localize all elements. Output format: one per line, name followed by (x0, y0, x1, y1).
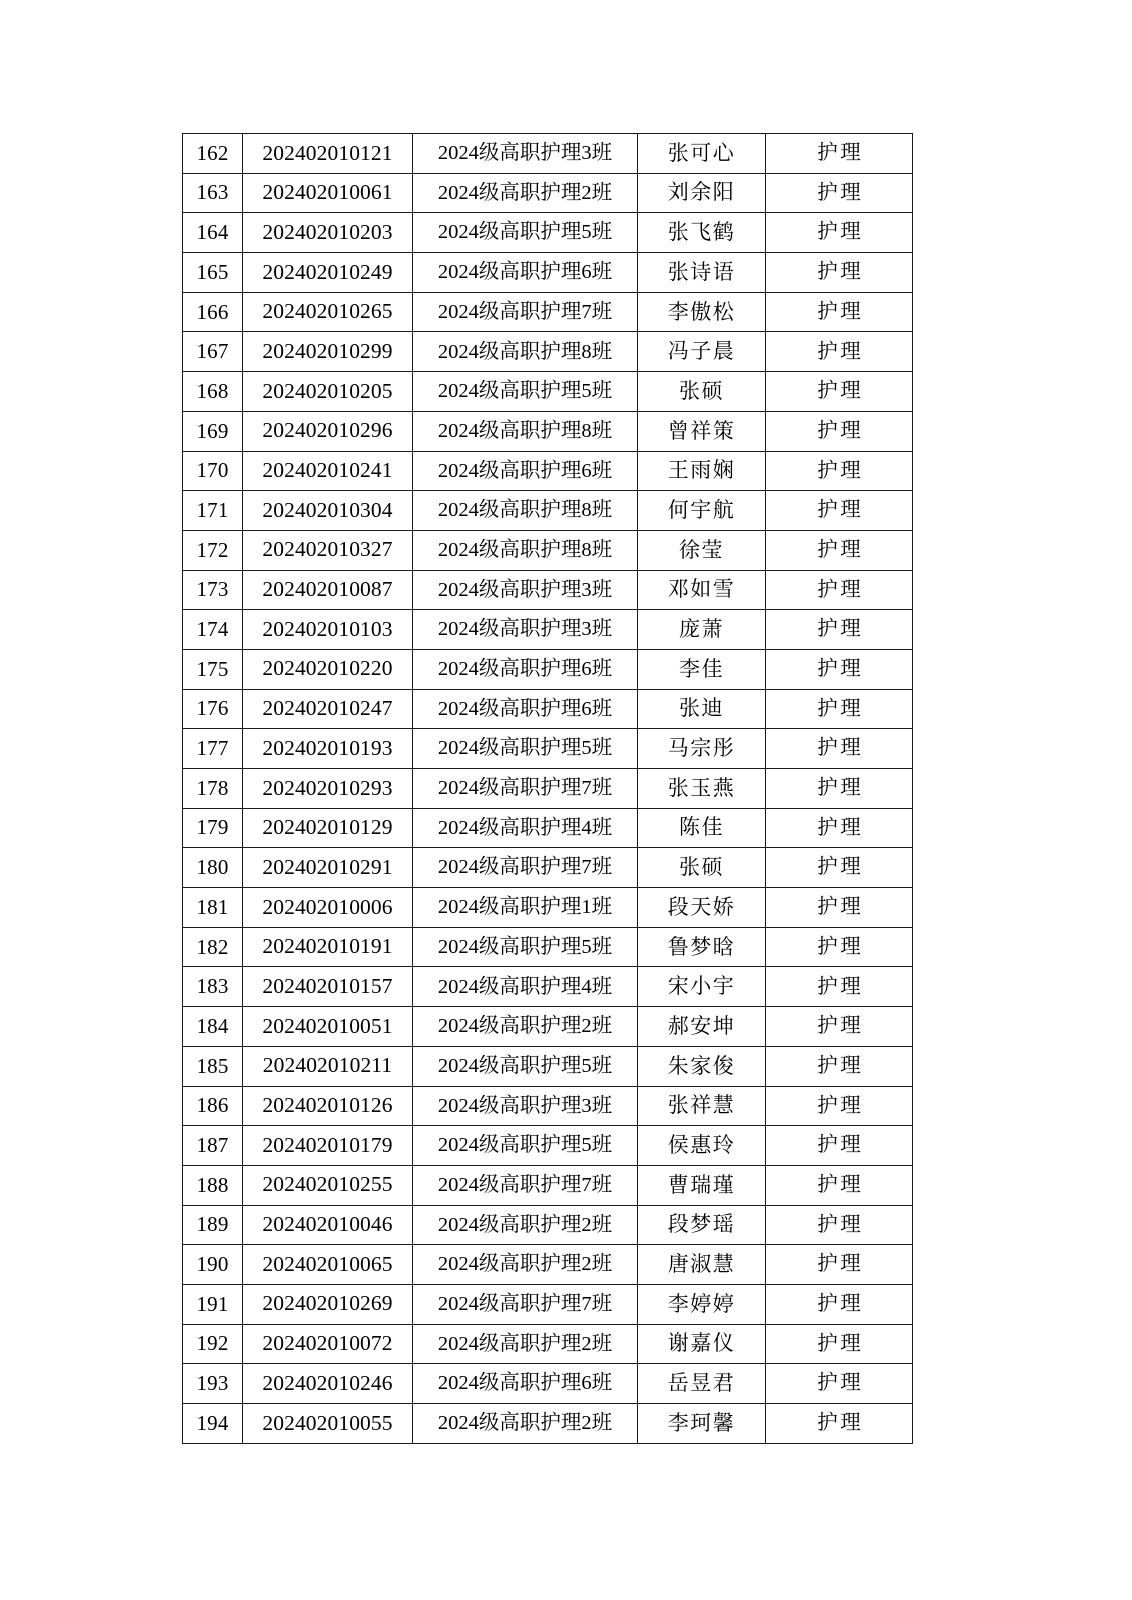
cell-student-id: 202402010269 (243, 1284, 413, 1324)
cell-major: 护理 (766, 927, 913, 967)
cell-major: 护理 (766, 1324, 913, 1364)
table-row (183, 649, 913, 689)
cell-student-id: 202402010061 (243, 173, 413, 213)
cell-major: 护理 (766, 848, 913, 888)
cell-student-name: 段梦瑶 (638, 1205, 766, 1245)
cell-major: 护理 (766, 1046, 913, 1086)
cell-student-name: 刘余阳 (638, 173, 766, 213)
cell-sequence-number: 175 (183, 649, 243, 689)
cell-class-name: 2024级高职护理8班 (413, 332, 638, 372)
table-row (183, 610, 913, 650)
cell-major: 护理 (766, 1165, 913, 1205)
cell-student-name: 王雨娴 (638, 451, 766, 491)
table-row (183, 253, 913, 293)
cell-class-name: 2024级高职护理6班 (413, 649, 638, 689)
roster-table-body (183, 134, 913, 1444)
cell-student-name: 曹瑞瑾 (638, 1165, 766, 1205)
cell-class-name: 2024级高职护理5班 (413, 927, 638, 967)
cell-student-name: 李佳 (638, 649, 766, 689)
cell-sequence-number: 171 (183, 491, 243, 531)
cell-sequence-number: 170 (183, 451, 243, 491)
cell-student-id: 202402010072 (243, 1324, 413, 1364)
cell-class-name: 2024级高职护理3班 (413, 570, 638, 610)
cell-major: 护理 (766, 649, 913, 689)
cell-sequence-number: 174 (183, 610, 243, 650)
cell-student-name: 张迪 (638, 689, 766, 729)
table-row (183, 1364, 913, 1404)
cell-student-id: 202402010293 (243, 769, 413, 809)
cell-student-id: 202402010103 (243, 610, 413, 650)
cell-student-name: 唐淑慧 (638, 1245, 766, 1285)
cell-major: 护理 (766, 332, 913, 372)
cell-major: 护理 (766, 253, 913, 293)
cell-student-id: 202402010126 (243, 1086, 413, 1126)
cell-student-id: 202402010246 (243, 1364, 413, 1404)
cell-student-name: 何宇航 (638, 491, 766, 531)
cell-sequence-number: 172 (183, 530, 243, 570)
table-row (183, 173, 913, 213)
table-row (183, 848, 913, 888)
cell-sequence-number: 183 (183, 967, 243, 1007)
cell-student-name: 段天娇 (638, 888, 766, 928)
cell-major: 护理 (766, 451, 913, 491)
cell-class-name: 2024级高职护理3班 (413, 134, 638, 174)
cell-student-name: 朱家俊 (638, 1046, 766, 1086)
cell-student-name: 张飞鹤 (638, 213, 766, 253)
cell-student-name: 曾祥策 (638, 411, 766, 451)
cell-sequence-number: 186 (183, 1086, 243, 1126)
cell-class-name: 2024级高职护理3班 (413, 610, 638, 650)
cell-major: 护理 (766, 411, 913, 451)
cell-student-name: 徐莹 (638, 530, 766, 570)
cell-major: 护理 (766, 808, 913, 848)
cell-student-id: 202402010291 (243, 848, 413, 888)
cell-class-name: 2024级高职护理5班 (413, 372, 638, 412)
table-row (183, 927, 913, 967)
table-row (183, 530, 913, 570)
cell-student-id: 202402010157 (243, 967, 413, 1007)
cell-student-id: 202402010203 (243, 213, 413, 253)
cell-student-name: 岳昱君 (638, 1364, 766, 1404)
cell-student-name: 李婷婷 (638, 1284, 766, 1324)
table-row (183, 1086, 913, 1126)
table-row (183, 1205, 913, 1245)
cell-class-name: 2024级高职护理3班 (413, 1086, 638, 1126)
cell-sequence-number: 169 (183, 411, 243, 451)
cell-sequence-number: 179 (183, 808, 243, 848)
cell-major: 护理 (766, 173, 913, 213)
table-row (183, 213, 913, 253)
cell-class-name: 2024级高职护理2班 (413, 173, 638, 213)
cell-sequence-number: 190 (183, 1245, 243, 1285)
cell-student-name: 郝安坤 (638, 1007, 766, 1047)
cell-student-id: 202402010129 (243, 808, 413, 848)
table-row (183, 1007, 913, 1047)
cell-student-id: 202402010193 (243, 729, 413, 769)
cell-major: 护理 (766, 689, 913, 729)
cell-student-name: 庞萧 (638, 610, 766, 650)
cell-student-id: 202402010065 (243, 1245, 413, 1285)
cell-class-name: 2024级高职护理6班 (413, 253, 638, 293)
cell-sequence-number: 176 (183, 689, 243, 729)
cell-student-name: 张祥慧 (638, 1086, 766, 1126)
table-row (183, 292, 913, 332)
cell-sequence-number: 180 (183, 848, 243, 888)
cell-sequence-number: 188 (183, 1165, 243, 1205)
cell-student-name: 冯子晨 (638, 332, 766, 372)
cell-class-name: 2024级高职护理7班 (413, 769, 638, 809)
cell-major: 护理 (766, 967, 913, 1007)
table-row (183, 491, 913, 531)
cell-class-name: 2024级高职护理4班 (413, 808, 638, 848)
table-row (183, 411, 913, 451)
cell-student-id: 202402010247 (243, 689, 413, 729)
cell-major: 护理 (766, 491, 913, 531)
cell-student-id: 202402010006 (243, 888, 413, 928)
cell-student-name: 张硕 (638, 848, 766, 888)
cell-student-id: 202402010179 (243, 1126, 413, 1166)
cell-student-name: 陈佳 (638, 808, 766, 848)
cell-student-id: 202402010046 (243, 1205, 413, 1245)
cell-sequence-number: 167 (183, 332, 243, 372)
cell-sequence-number: 162 (183, 134, 243, 174)
cell-class-name: 2024级高职护理7班 (413, 848, 638, 888)
cell-student-id: 202402010205 (243, 372, 413, 412)
cell-student-id: 202402010191 (243, 927, 413, 967)
cell-sequence-number: 181 (183, 888, 243, 928)
table-row (183, 1126, 913, 1166)
cell-student-name: 张硕 (638, 372, 766, 412)
table-row (183, 372, 913, 412)
cell-sequence-number: 184 (183, 1007, 243, 1047)
cell-student-id: 202402010255 (243, 1165, 413, 1205)
table-row (183, 729, 913, 769)
cell-major: 护理 (766, 1086, 913, 1126)
cell-student-id: 202402010055 (243, 1404, 413, 1444)
table-row (183, 1165, 913, 1205)
cell-class-name: 2024级高职护理6班 (413, 689, 638, 729)
cell-sequence-number: 191 (183, 1284, 243, 1324)
cell-sequence-number: 165 (183, 253, 243, 293)
cell-class-name: 2024级高职护理8班 (413, 491, 638, 531)
cell-major: 护理 (766, 1284, 913, 1324)
cell-major: 护理 (766, 1007, 913, 1047)
cell-student-name: 侯惠玲 (638, 1126, 766, 1166)
table-row (183, 451, 913, 491)
cell-student-name: 宋小宇 (638, 967, 766, 1007)
cell-major: 护理 (766, 888, 913, 928)
cell-class-name: 2024级高职护理7班 (413, 292, 638, 332)
cell-student-id: 202402010211 (243, 1046, 413, 1086)
cell-student-name: 鲁梦晗 (638, 927, 766, 967)
cell-class-name: 2024级高职护理6班 (413, 451, 638, 491)
cell-student-id: 202402010249 (243, 253, 413, 293)
cell-student-name: 马宗彤 (638, 729, 766, 769)
cell-major: 护理 (766, 213, 913, 253)
cell-sequence-number: 189 (183, 1205, 243, 1245)
cell-sequence-number: 166 (183, 292, 243, 332)
cell-sequence-number: 194 (183, 1404, 243, 1444)
cell-student-name: 谢嘉仪 (638, 1324, 766, 1364)
table-row (183, 769, 913, 809)
cell-class-name: 2024级高职护理8班 (413, 411, 638, 451)
table-row (183, 967, 913, 1007)
cell-class-name: 2024级高职护理2班 (413, 1404, 638, 1444)
table-row (183, 689, 913, 729)
cell-student-name: 李珂馨 (638, 1404, 766, 1444)
cell-student-name: 李傲松 (638, 292, 766, 332)
cell-sequence-number: 178 (183, 769, 243, 809)
cell-sequence-number: 193 (183, 1364, 243, 1404)
cell-major: 护理 (766, 610, 913, 650)
cell-major: 护理 (766, 372, 913, 412)
cell-student-id: 202402010327 (243, 530, 413, 570)
cell-class-name: 2024级高职护理7班 (413, 1284, 638, 1324)
student-roster-table (182, 133, 913, 1444)
cell-class-name: 2024级高职护理5班 (413, 729, 638, 769)
cell-major: 护理 (766, 729, 913, 769)
cell-student-id: 202402010299 (243, 332, 413, 372)
cell-student-id: 202402010304 (243, 491, 413, 531)
table-row (183, 1046, 913, 1086)
table-row (183, 1324, 913, 1364)
cell-class-name: 2024级高职护理4班 (413, 967, 638, 1007)
cell-major: 护理 (766, 292, 913, 332)
table-row (183, 1245, 913, 1285)
cell-student-id: 202402010121 (243, 134, 413, 174)
cell-student-name: 邓如雪 (638, 570, 766, 610)
cell-student-id: 202402010265 (243, 292, 413, 332)
cell-student-name: 张玉燕 (638, 769, 766, 809)
cell-major: 护理 (766, 1126, 913, 1166)
cell-sequence-number: 192 (183, 1324, 243, 1364)
cell-major: 护理 (766, 570, 913, 610)
cell-sequence-number: 163 (183, 173, 243, 213)
cell-major: 护理 (766, 1205, 913, 1245)
table-row (183, 888, 913, 928)
table-row (183, 808, 913, 848)
cell-class-name: 2024级高职护理2班 (413, 1205, 638, 1245)
cell-sequence-number: 173 (183, 570, 243, 610)
cell-class-name: 2024级高职护理2班 (413, 1324, 638, 1364)
cell-student-name: 张诗语 (638, 253, 766, 293)
cell-sequence-number: 177 (183, 729, 243, 769)
cell-class-name: 2024级高职护理5班 (413, 1046, 638, 1086)
cell-class-name: 2024级高职护理2班 (413, 1245, 638, 1285)
cell-sequence-number: 185 (183, 1046, 243, 1086)
cell-class-name: 2024级高职护理2班 (413, 1007, 638, 1047)
cell-major: 护理 (766, 1364, 913, 1404)
cell-student-id: 202402010087 (243, 570, 413, 610)
table-row (183, 1284, 913, 1324)
cell-student-id: 202402010296 (243, 411, 413, 451)
cell-student-id: 202402010220 (243, 649, 413, 689)
cell-major: 护理 (766, 1404, 913, 1444)
cell-sequence-number: 168 (183, 372, 243, 412)
cell-sequence-number: 182 (183, 927, 243, 967)
cell-major: 护理 (766, 530, 913, 570)
table-row (183, 332, 913, 372)
cell-student-id: 202402010051 (243, 1007, 413, 1047)
table-row (183, 570, 913, 610)
cell-class-name: 2024级高职护理5班 (413, 1126, 638, 1166)
cell-sequence-number: 164 (183, 213, 243, 253)
cell-class-name: 2024级高职护理5班 (413, 213, 638, 253)
cell-sequence-number: 187 (183, 1126, 243, 1166)
cell-class-name: 2024级高职护理1班 (413, 888, 638, 928)
table-row (183, 1404, 913, 1444)
cell-student-name: 张可心 (638, 134, 766, 174)
cell-class-name: 2024级高职护理7班 (413, 1165, 638, 1205)
cell-class-name: 2024级高职护理8班 (413, 530, 638, 570)
table-row (183, 134, 913, 174)
cell-major: 护理 (766, 1245, 913, 1285)
cell-major: 护理 (766, 134, 913, 174)
cell-class-name: 2024级高职护理6班 (413, 1364, 638, 1404)
cell-student-id: 202402010241 (243, 451, 413, 491)
cell-major: 护理 (766, 769, 913, 809)
